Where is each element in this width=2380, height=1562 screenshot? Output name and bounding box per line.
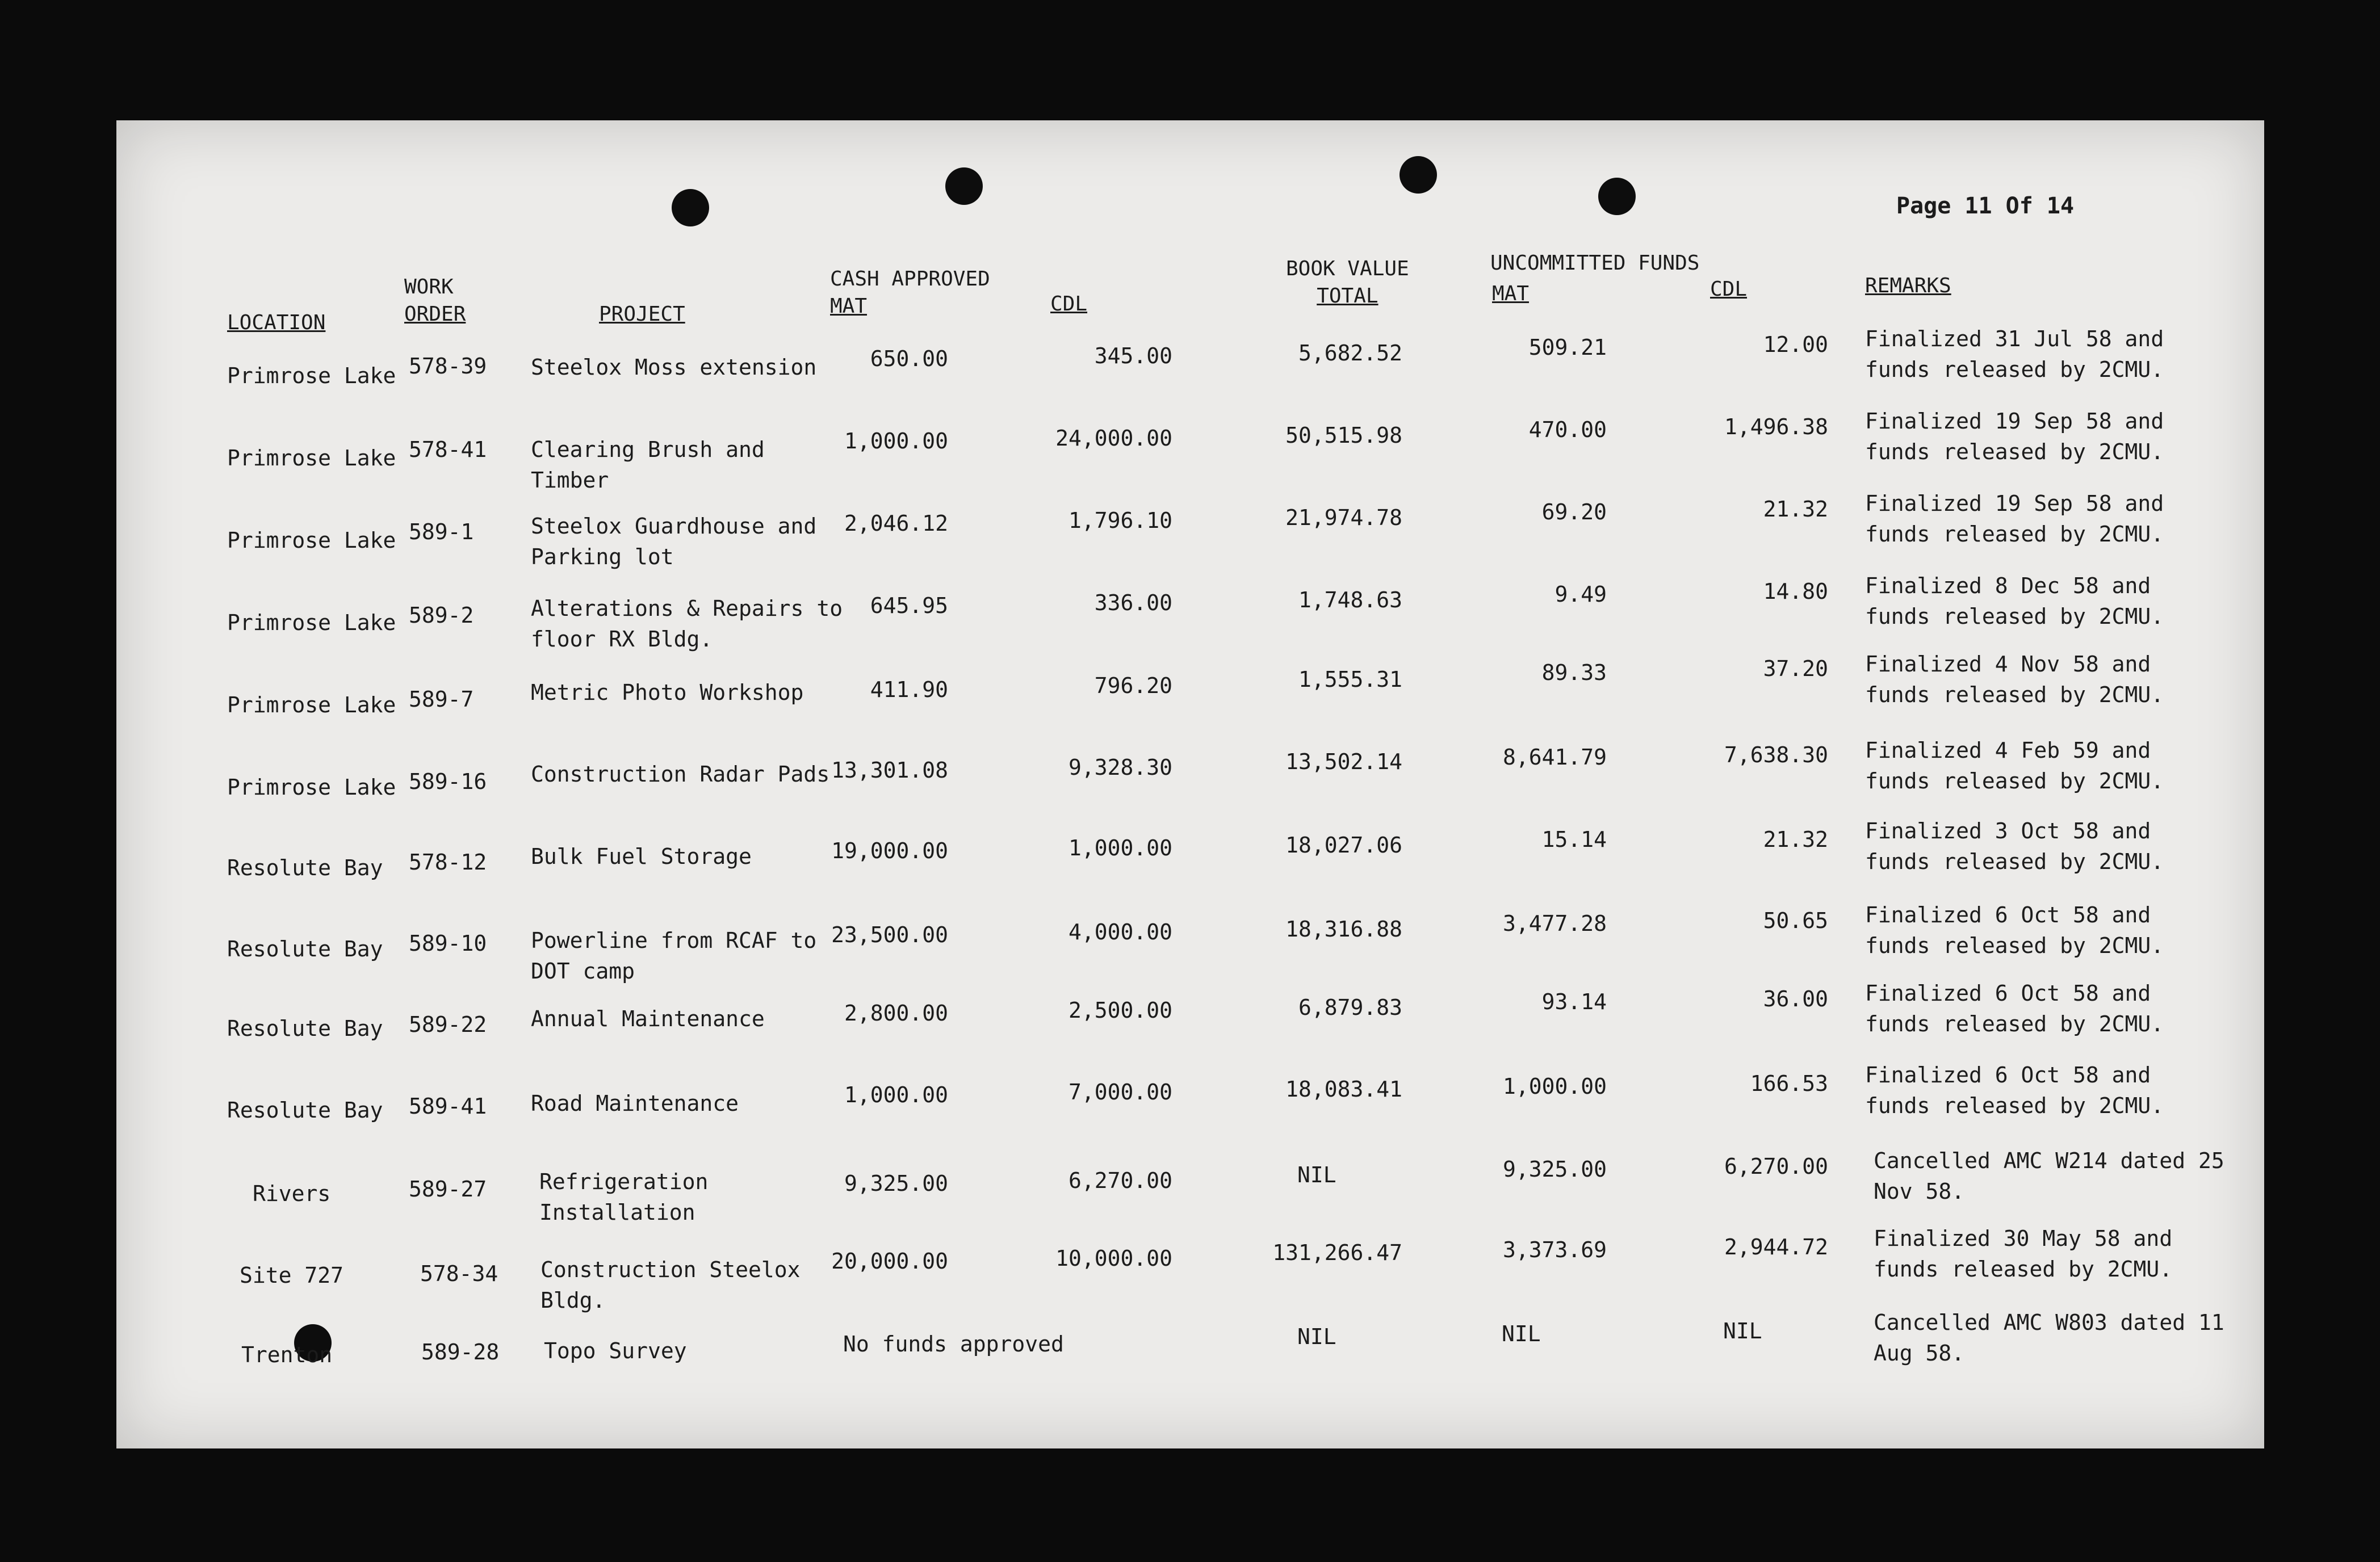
book-total-cell: 18,083.41 — [1285, 1077, 1402, 1102]
page-number: Page 11 Of 14 — [1896, 193, 2075, 219]
cash-mat-cell: 9,325.00 — [844, 1171, 948, 1196]
project-cell: Steelox Moss extension — [531, 355, 817, 380]
punch-hole-icon — [1399, 156, 1437, 194]
unc-mat-cell: 8,641.79 — [1502, 745, 1607, 770]
project-cell: Bulk Fuel Storage — [531, 844, 752, 869]
remarks-cell: Finalized 4 Nov 58 and funds released by 2CMU. — [1865, 652, 2164, 707]
unc-cdl-cell: 21.32 — [1763, 827, 1828, 852]
table-row — [0, 735, 2380, 820]
cash-mat-cell: 20,000.00 — [831, 1249, 948, 1274]
unc-mat-cell: 1,000.00 — [1502, 1074, 1607, 1099]
punch-hole-icon — [945, 167, 983, 205]
cash-mat-cell: 13,301.08 — [831, 758, 948, 783]
remarks-cell: Finalized 30 May 58 and funds released by 2CMU. — [1874, 1226, 2173, 1282]
header-remarks: REMARKS — [1865, 274, 1951, 297]
location-cell: Resolute Bay — [227, 855, 383, 880]
location-cell: Primrose Lake — [227, 446, 396, 471]
project-cell: Powerline from RCAF to DOT camp — [531, 928, 817, 984]
book-total-cell: 6,879.83 — [1298, 995, 1402, 1020]
work-order-cell: 589-2 — [409, 603, 474, 628]
cash-cdl-cell: 10,000.00 — [1055, 1246, 1172, 1271]
work-order-cell: 578-34 — [420, 1261, 498, 1286]
unc-cdl-cell: 166.53 — [1750, 1071, 1828, 1096]
unc-mat-cell: 69.20 — [1541, 499, 1607, 524]
punch-hole-icon — [672, 189, 709, 226]
book-total-cell: NIL — [1297, 1324, 1336, 1349]
cash-mat-cell: 411.90 — [870, 677, 948, 702]
cash-mat-cell: 650.00 — [870, 346, 948, 371]
header-uncommitted-funds: UNCOMMITTED FUNDS — [1490, 251, 1700, 275]
work-order-cell: 589-27 — [409, 1177, 487, 1202]
unc-cdl-cell: 1,496.38 — [1724, 414, 1828, 439]
project-cell: Construction Radar Pads — [531, 762, 830, 787]
remarks-cell: Finalized 19 Sep 58 and funds released by 2CMU. — [1865, 491, 2164, 547]
remarks-cell: Finalized 19 Sep 58 and funds released by 2CMU. — [1865, 409, 2164, 464]
cash-cdl-cell: 336.00 — [1094, 590, 1172, 615]
project-cell: Annual Maintenance — [531, 1006, 765, 1031]
table-row — [0, 978, 2380, 1063]
project-cell: Refrigeration Installation — [539, 1169, 709, 1225]
work-order-cell: 589-41 — [409, 1094, 487, 1119]
book-total-cell: 18,316.88 — [1285, 917, 1402, 942]
table-row — [0, 1223, 2380, 1313]
unc-cdl-cell: 7,638.30 — [1724, 742, 1828, 767]
project-cell: Steelox Guardhouse and Parking lot — [531, 514, 817, 569]
project-cell: Clearing Brush and Timber — [531, 437, 765, 493]
cash-mat-cell: 2,046.12 — [844, 511, 948, 536]
unc-mat-cell: 509.21 — [1528, 335, 1607, 360]
remarks-cell: Finalized 3 Oct 58 and funds released by 2CMU. — [1865, 818, 2164, 874]
unc-cdl-cell: 14.80 — [1763, 579, 1828, 604]
location-cell: Trenton — [241, 1342, 333, 1367]
location-cell: Primrose Lake — [227, 775, 396, 800]
work-order-cell: 589-10 — [409, 931, 487, 956]
unc-mat-cell: 15.14 — [1541, 827, 1607, 852]
table-row — [0, 406, 2380, 491]
cash-mat-cell: 645.95 — [870, 593, 948, 618]
cash-cdl-cell: 1,000.00 — [1068, 835, 1172, 860]
project-cell: Construction Steelox Bldg. — [540, 1257, 801, 1313]
table-row — [0, 1307, 2380, 1392]
remarks-cell: Finalized 6 Oct 58 and funds released by 2CMU. — [1865, 1063, 2164, 1118]
unc-mat-cell: 470.00 — [1528, 417, 1607, 442]
book-total-cell: NIL — [1297, 1162, 1336, 1187]
unc-mat-cell: 93.14 — [1541, 989, 1607, 1014]
remarks-cell: Finalized 6 Oct 58 and funds released by 2CMU. — [1865, 981, 2164, 1036]
unc-mat-cell: 9,325.00 — [1502, 1157, 1607, 1182]
location-cell: Site 727 — [240, 1263, 344, 1288]
remarks-cell: Cancelled AMC W214 dated 25 Nov 58. — [1874, 1148, 2224, 1204]
header-uncommitted-mat: MAT — [1492, 282, 1530, 305]
unc-mat-cell: 9.49 — [1554, 582, 1607, 607]
work-order-cell: 589-1 — [409, 519, 474, 544]
cash-mat-cell: 19,000.00 — [831, 838, 948, 863]
book-total-cell: 21,974.78 — [1285, 505, 1402, 530]
book-total-cell: 50,515.98 — [1285, 423, 1402, 448]
header-cash-approved: CASH APPROVED MAT — [830, 267, 990, 318]
location-cell: Primrose Lake — [227, 610, 396, 635]
location-cell: Resolute Bay — [227, 1016, 383, 1041]
book-total-cell: 131,266.47 — [1272, 1240, 1402, 1265]
location-cell: Resolute Bay — [227, 937, 383, 961]
project-cell: Topo Survey — [544, 1338, 687, 1363]
no-funds-note: No funds approved — [843, 1332, 1064, 1357]
remarks-cell: Finalized 4 Feb 59 and funds released by 2CMU. — [1865, 738, 2164, 793]
book-total-cell: 18,027.06 — [1285, 833, 1402, 858]
unc-cdl-cell: 50.65 — [1763, 908, 1828, 933]
table-row — [0, 1143, 2380, 1228]
unc-mat-cell: 89.33 — [1541, 660, 1607, 685]
table-row — [0, 1060, 2380, 1145]
unc-mat-cell: NIL — [1502, 1321, 1541, 1346]
cash-cdl-cell: 24,000.00 — [1055, 426, 1172, 451]
cash-mat-cell: 23,500.00 — [831, 922, 948, 947]
cash-mat-cell: 1,000.00 — [844, 1082, 948, 1107]
table-row — [0, 816, 2380, 901]
unc-mat-cell: 3,477.28 — [1502, 911, 1607, 936]
work-order-cell: 589-16 — [409, 769, 487, 794]
location-cell: Primrose Lake — [227, 363, 396, 388]
cash-cdl-cell: 6,270.00 — [1068, 1168, 1172, 1193]
work-order-cell: 578-41 — [409, 437, 487, 462]
book-total-cell: 13,502.14 — [1285, 749, 1402, 774]
location-cell: Primrose Lake — [227, 528, 396, 553]
cash-cdl-cell: 1,796.10 — [1068, 508, 1172, 533]
cash-mat-cell: 2,800.00 — [844, 1001, 948, 1026]
remarks-cell: Finalized 31 Jul 58 and funds released by 2CMU. — [1865, 326, 2164, 382]
cash-cdl-cell: 796.20 — [1094, 673, 1172, 698]
remarks-cell: Finalized 8 Dec 58 and funds released by 2CMU. — [1865, 573, 2164, 629]
header-uncommitted-cdl: CDL — [1710, 278, 1748, 301]
cash-cdl-cell: 4,000.00 — [1068, 919, 1172, 944]
header-cash-cdl: CDL — [1050, 292, 1088, 316]
book-total-cell: 5,682.52 — [1298, 341, 1402, 366]
unc-mat-cell: 3,373.69 — [1502, 1237, 1607, 1262]
remarks-cell: Finalized 6 Oct 58 and funds released by 2CMU. — [1865, 902, 2164, 958]
header-project: PROJECT — [599, 303, 685, 326]
unc-cdl-cell: 36.00 — [1763, 986, 1828, 1011]
work-order-cell: 578-39 — [409, 354, 487, 379]
cash-cdl-cell: 2,500.00 — [1068, 998, 1172, 1023]
table-row — [0, 570, 2380, 656]
header-book-value: BOOK VALUE TOTAL — [1286, 257, 1409, 308]
unc-cdl-cell: 12.00 — [1763, 332, 1828, 357]
table-row — [0, 649, 2380, 734]
book-total-cell: 1,555.31 — [1298, 667, 1402, 692]
table-row — [0, 324, 2380, 409]
header-work-order: WORK ORDER — [404, 275, 466, 326]
location-cell: Primrose Lake — [227, 692, 396, 717]
project-cell: Metric Photo Workshop — [531, 680, 804, 705]
book-total-cell: 1,748.63 — [1298, 587, 1402, 612]
cash-cdl-cell: 9,328.30 — [1068, 755, 1172, 780]
table-row — [0, 900, 2380, 985]
project-cell: Alterations & Repairs to floor RX Bldg. — [531, 596, 843, 652]
work-order-cell: 589-7 — [409, 687, 474, 712]
punch-hole-icon — [1598, 178, 1636, 215]
location-cell: Resolute Bay — [227, 1098, 383, 1123]
remarks-cell: Cancelled AMC W803 dated 11 Aug 58. — [1874, 1310, 2224, 1366]
unc-cdl-cell: 6,270.00 — [1724, 1154, 1828, 1179]
location-cell: Rivers — [253, 1181, 331, 1206]
work-order-cell: 589-28 — [421, 1340, 500, 1364]
work-order-cell: 578-12 — [409, 850, 487, 875]
cash-cdl-cell: 7,000.00 — [1068, 1080, 1172, 1105]
unc-cdl-cell: NIL — [1723, 1319, 1762, 1343]
table-row — [0, 488, 2380, 573]
cash-mat-cell: 1,000.00 — [844, 429, 948, 454]
unc-cdl-cell: 21.32 — [1763, 497, 1828, 522]
header-location: LOCATION — [227, 311, 326, 334]
cash-cdl-cell: 345.00 — [1094, 343, 1172, 368]
unc-cdl-cell: 2,944.72 — [1724, 1235, 1828, 1259]
project-cell: Road Maintenance — [531, 1091, 739, 1116]
unc-cdl-cell: 37.20 — [1763, 656, 1828, 681]
work-order-cell: 589-22 — [409, 1012, 487, 1037]
